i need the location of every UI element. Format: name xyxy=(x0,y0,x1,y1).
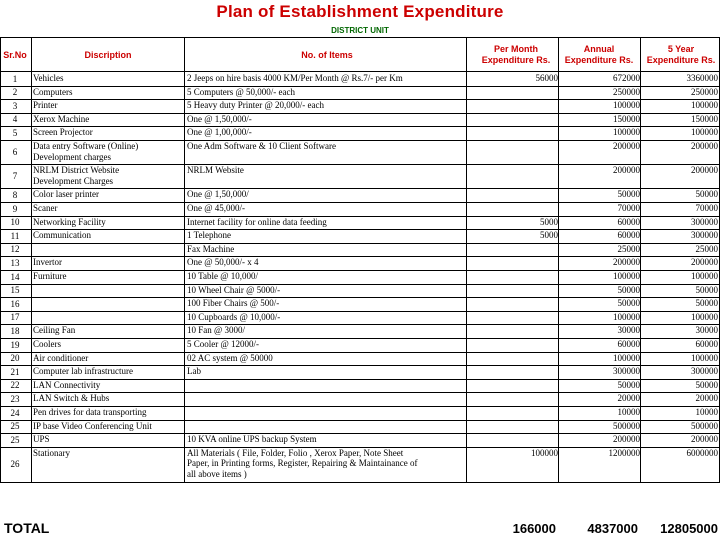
row-five-year: 100000 xyxy=(691,100,718,111)
row-description: Pen drives for data transporting xyxy=(33,407,147,417)
row-description: Air conditioner xyxy=(33,352,89,363)
row-annual: 150000 xyxy=(613,113,640,124)
header-sr: Sr.No xyxy=(3,50,27,60)
row-description: Screen Projector xyxy=(33,127,93,138)
row-items: 5 Cooler @ 12000/- xyxy=(187,339,260,349)
row-five-year: 50000 xyxy=(695,298,718,309)
row-description: Coolers xyxy=(33,339,61,349)
row-per-month: 5000 xyxy=(540,230,558,241)
row-items: 1 Telephone xyxy=(187,230,231,241)
row-five-year: 20000 xyxy=(695,393,718,404)
row-sr-no: 13 xyxy=(10,257,20,268)
row-five-year: 100000 xyxy=(691,271,718,281)
row-description: Scaner xyxy=(33,203,58,213)
row-items: 5 Heavy duty Printer @ 20,000/- each xyxy=(187,100,325,111)
row-sr-no: 7 xyxy=(12,171,18,181)
row-five-year: 300000 xyxy=(691,216,718,227)
row-items: Paper, in Printing forms, Register, Repairing & Maintainance of xyxy=(187,458,418,469)
row-sr-no: 25 xyxy=(10,421,20,432)
page-subtitle: DISTRICT UNIT xyxy=(331,26,389,35)
total-per-month: 166000 xyxy=(512,521,556,536)
header-description: Discription xyxy=(84,50,132,60)
row-annual: 100000 xyxy=(613,127,640,138)
row-per-month: 100000 xyxy=(531,447,558,458)
row-sr-no: 9 xyxy=(12,203,18,214)
row-sr-no: 1 xyxy=(12,73,18,84)
column-divider xyxy=(466,38,467,483)
row-annual: 30000 xyxy=(617,325,640,336)
row-sr-no: 6 xyxy=(12,146,18,157)
row-items: 10 Cupboards @ 10,000/- xyxy=(187,311,281,322)
row-annual: 60000 xyxy=(617,230,640,241)
row-items: NRLM Website xyxy=(187,165,244,176)
header-annual: Annual Expenditure Rs. xyxy=(564,44,634,65)
row-items: Internet facility for online data feeding xyxy=(187,216,327,227)
row-annual: 250000 xyxy=(613,86,640,97)
row-annual: 300000 xyxy=(613,366,640,377)
row-description: Computer lab infrastructure xyxy=(33,366,133,377)
total-five-year: 12805000 xyxy=(660,521,718,536)
row-five-year: 50000 xyxy=(695,189,718,200)
row-items: all above items ) xyxy=(187,469,247,479)
row-description: LAN Connectivity xyxy=(33,379,101,390)
header-five-year: 5 Year Expenditure Rs. xyxy=(646,44,716,65)
row-description: Computers xyxy=(33,86,73,97)
row-items: 5 Computers @ 50,000/- each xyxy=(187,86,296,97)
column-divider xyxy=(184,38,185,483)
row-annual: 20000 xyxy=(617,393,640,404)
row-five-year: 25000 xyxy=(695,243,718,254)
row-annual: 200000 xyxy=(613,165,640,176)
row-sr-no: 5 xyxy=(12,127,18,138)
row-sr-no: 15 xyxy=(10,285,20,296)
column-divider xyxy=(640,38,641,483)
row-sr-no: 3 xyxy=(12,100,18,111)
row-description: IP base Video Conferencing Unit xyxy=(33,420,152,431)
row-description: Communication xyxy=(33,230,91,241)
row-annual: 60000 xyxy=(617,216,640,227)
row-five-year: 300000 xyxy=(691,230,718,241)
row-description: Color laser printer xyxy=(33,189,99,200)
row-sr-no: 26 xyxy=(10,458,20,469)
row-items: All Materials ( File, Folder, Folio , Xerox Paper, Note Sheet xyxy=(187,447,404,458)
row-description: UPS xyxy=(33,434,50,445)
row-sr-no: 25 xyxy=(10,434,20,445)
row-divider xyxy=(0,71,720,72)
row-description: Ceiling Fan xyxy=(33,325,76,336)
row-sr-no: 12 xyxy=(10,244,20,255)
row-five-year: 150000 xyxy=(691,113,718,124)
row-items: 02 AC system @ 50000 xyxy=(187,352,273,363)
row-annual: 25000 xyxy=(617,243,640,254)
row-five-year: 500000 xyxy=(691,420,718,431)
row-annual: 60000 xyxy=(617,339,640,349)
row-items: 2 Jeeps on hire basis 4000 KM/Per Month @ Rs.7/- per Km xyxy=(187,73,403,83)
row-items: 10 Wheel Chair @ 5000/- xyxy=(187,284,281,295)
row-description: Development charges xyxy=(33,151,112,162)
row-five-year: 30000 xyxy=(695,325,718,336)
row-annual: 50000 xyxy=(617,189,640,200)
row-five-year: 200000 xyxy=(691,141,718,151)
row-annual: 10000 xyxy=(617,407,640,417)
row-items: One Adm Software & 10 Client Software xyxy=(187,141,336,151)
row-sr-no: 4 xyxy=(12,114,18,125)
row-annual: 672000 xyxy=(613,73,640,83)
row-five-year: 50000 xyxy=(695,284,718,295)
row-sr-no: 24 xyxy=(10,407,20,418)
row-items: 10 Table @ 10,000/ xyxy=(187,271,258,281)
row-sr-no: 18 xyxy=(10,325,20,336)
row-five-year: 6000000 xyxy=(686,447,718,458)
row-sr-no: 16 xyxy=(10,298,20,309)
row-sr-no: 21 xyxy=(10,366,20,377)
row-sr-no: 23 xyxy=(10,393,20,404)
row-annual: 200000 xyxy=(613,141,640,151)
row-annual: 200000 xyxy=(613,257,640,268)
row-five-year: 200000 xyxy=(691,257,718,268)
row-annual: 50000 xyxy=(617,298,640,309)
row-annual: 1200000 xyxy=(608,447,640,458)
header-per-month: Per Month Expenditure Rs. xyxy=(481,44,551,65)
row-five-year: 200000 xyxy=(691,434,718,445)
page-title: Plan of Establishment Expenditure xyxy=(216,2,504,21)
row-per-month: 56000 xyxy=(535,73,558,83)
row-description: Networking Facility xyxy=(33,216,106,227)
total-annual: 4837000 xyxy=(587,521,638,536)
row-sr-no: 8 xyxy=(12,189,18,200)
header-items: No. of Items xyxy=(301,50,353,60)
row-sr-no: 17 xyxy=(10,312,20,323)
row-annual: 100000 xyxy=(613,352,640,363)
row-five-year: 60000 xyxy=(695,339,718,349)
row-sr-no: 11 xyxy=(10,230,20,241)
row-sr-no: 10 xyxy=(10,217,20,228)
row-items: 10 KVA online UPS backup System xyxy=(187,434,317,445)
row-items: 100 Fiber Chairs @ 500/- xyxy=(187,298,280,309)
row-annual: 200000 xyxy=(613,434,640,445)
row-description: Stationary xyxy=(33,447,70,458)
column-divider xyxy=(0,38,1,483)
row-description: Development Charges xyxy=(33,175,114,186)
row-annual: 50000 xyxy=(617,379,640,390)
row-description: Printer xyxy=(33,100,58,111)
row-per-month: 5000 xyxy=(540,216,558,227)
row-items: One @ 50,000/- x 4 xyxy=(187,257,259,268)
column-divider xyxy=(558,38,559,483)
row-description: NRLM District Website xyxy=(33,165,120,176)
row-five-year: 10000 xyxy=(695,407,718,417)
row-items: Fax Machine xyxy=(187,243,235,254)
row-five-year: 70000 xyxy=(695,203,718,213)
row-description: Vehicles xyxy=(33,73,64,83)
row-five-year: 100000 xyxy=(691,311,718,322)
column-divider xyxy=(31,38,32,483)
row-items: 10 Fan @ 3000/ xyxy=(187,325,246,336)
row-sr-no: 2 xyxy=(12,87,18,98)
row-five-year: 250000 xyxy=(691,86,718,97)
row-description: Data entry Software (Online) xyxy=(33,141,139,151)
row-sr-no: 14 xyxy=(10,271,20,282)
row-divider xyxy=(0,482,720,483)
row-five-year: 200000 xyxy=(691,165,718,176)
row-description: LAN Switch & Hubs xyxy=(33,393,110,404)
row-five-year: 300000 xyxy=(691,366,718,377)
row-sr-no: 20 xyxy=(10,353,20,364)
row-description: Xerox Machine xyxy=(33,113,90,124)
row-items: Lab xyxy=(187,366,201,377)
row-description: Invertor xyxy=(33,257,62,268)
row-sr-no: 22 xyxy=(10,380,20,391)
row-annual: 100000 xyxy=(613,100,640,111)
row-annual: 100000 xyxy=(613,271,640,281)
row-items: One @ 45,000/- xyxy=(187,203,246,213)
row-sr-no: 19 xyxy=(10,339,20,350)
row-items: One @ 1,50,000/- xyxy=(187,113,252,124)
row-items: One @ 1,00,000/- xyxy=(187,127,252,138)
row-five-year: 100000 xyxy=(691,127,718,138)
row-description: Furniture xyxy=(33,271,67,281)
row-annual: 500000 xyxy=(613,420,640,431)
row-annual: 100000 xyxy=(613,311,640,322)
row-annual: 50000 xyxy=(617,284,640,295)
row-annual: 70000 xyxy=(617,203,640,213)
total-label: TOTAL xyxy=(4,520,50,536)
row-five-year: 50000 xyxy=(695,379,718,390)
row-items: One @ 1,50,000/ xyxy=(187,189,249,200)
row-five-year: 100000 xyxy=(691,352,718,363)
row-divider xyxy=(0,37,720,38)
row-five-year: 3360000 xyxy=(686,73,718,83)
